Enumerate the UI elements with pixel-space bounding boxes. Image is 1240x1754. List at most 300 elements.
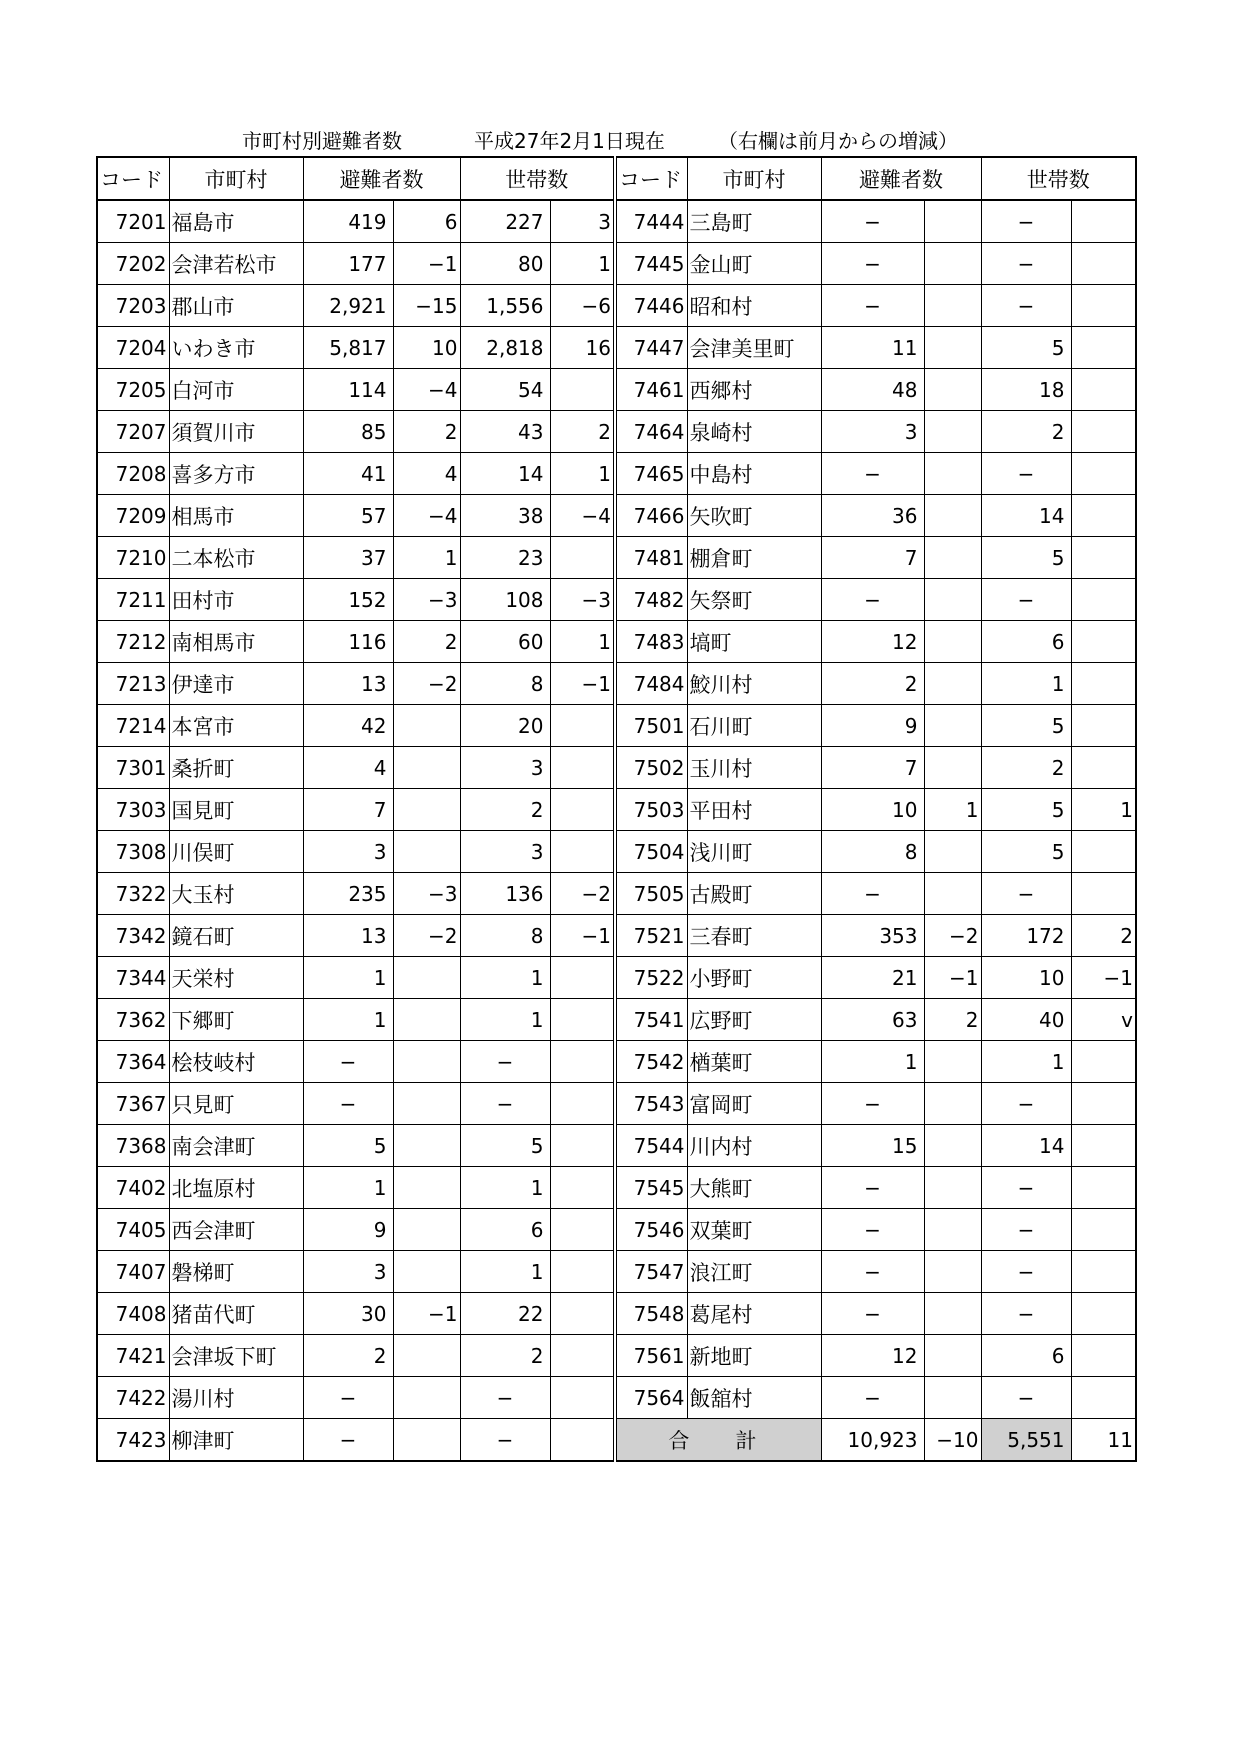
code-cell: 7344 [97, 957, 169, 999]
households-cell: 1 [460, 999, 550, 1041]
households-cell: 14 [460, 453, 550, 495]
total-evacuees-change-cell: −10 [924, 1419, 981, 1462]
evacuees-cell: 12 [821, 621, 924, 663]
households-change-cell [1071, 663, 1136, 705]
municipality-cell: 大熊町 [687, 1167, 821, 1209]
table-row [97, 369, 1136, 411]
evacuees-cell: − [303, 1041, 393, 1083]
households-cell: 2 [460, 789, 550, 831]
households-change-cell [1071, 831, 1136, 873]
code-cell: 7481 [615, 537, 687, 579]
evacuees-change-cell [924, 831, 981, 873]
evacuees-cell: 2 [303, 1335, 393, 1377]
evacuees-change-cell [924, 1377, 981, 1419]
municipality-cell: 南会津町 [169, 1125, 303, 1167]
evacuees-change-cell: −1 [924, 957, 981, 999]
code-cell: 7202 [97, 243, 169, 285]
code-cell: 7505 [615, 873, 687, 915]
households-change-cell [550, 1377, 615, 1419]
evacuees-cell: 36 [821, 495, 924, 537]
code-cell: 7542 [615, 1041, 687, 1083]
header-municipality-right: 市町村 [687, 157, 821, 200]
households-cell: 20 [460, 705, 550, 747]
code-cell: 7501 [615, 705, 687, 747]
municipality-cell: 伊達市 [169, 663, 303, 705]
evacuees-change-cell [393, 747, 460, 789]
municipality-cell: 磐梯町 [169, 1251, 303, 1293]
evacuees-cell: 12 [821, 1335, 924, 1377]
municipality-cell: 双葉町 [687, 1209, 821, 1251]
table-row [97, 411, 1136, 453]
households-cell: 1 [981, 663, 1071, 705]
households-cell: − [981, 579, 1071, 621]
municipality-cell: 三春町 [687, 915, 821, 957]
code-cell: 7210 [97, 537, 169, 579]
households-cell: 5 [981, 789, 1071, 831]
evacuees-change-cell [924, 1251, 981, 1293]
households-change-cell [1071, 579, 1136, 621]
evacuees-cell: 21 [821, 957, 924, 999]
evacuees-cell: 3 [821, 411, 924, 453]
code-cell: 7308 [97, 831, 169, 873]
households-change-cell [1071, 1209, 1136, 1251]
evacuees-change-cell [924, 747, 981, 789]
households-change-cell [550, 1335, 615, 1377]
evacuees-change-cell [924, 579, 981, 621]
evacuees-cell: − [303, 1377, 393, 1419]
households-change-cell [1071, 1335, 1136, 1377]
households-change-cell: 1 [550, 453, 615, 495]
evacuees-cell: − [821, 285, 924, 327]
table-body [97, 200, 1136, 1461]
evacuees-change-cell: −4 [393, 495, 460, 537]
code-cell: 7214 [97, 705, 169, 747]
households-cell: 54 [460, 369, 550, 411]
households-cell: 136 [460, 873, 550, 915]
households-change-cell [550, 1209, 615, 1251]
municipality-cell: 湯川村 [169, 1377, 303, 1419]
evacuees-cell: 1 [303, 999, 393, 1041]
document-title [96, 126, 1134, 156]
municipality-cell: 柳津町 [169, 1419, 303, 1462]
municipality-cell: 矢祭町 [687, 579, 821, 621]
evacuees-cell: 30 [303, 1293, 393, 1335]
evacuees-change-cell [924, 663, 981, 705]
households-change-cell [550, 747, 615, 789]
code-cell: 7484 [615, 663, 687, 705]
evacuees-cell: 2,921 [303, 285, 393, 327]
header-municipality-left: 市町村 [169, 157, 303, 200]
evacuees-cell: 419 [303, 200, 393, 243]
households-cell: 1,556 [460, 285, 550, 327]
evacuees-cell: − [821, 200, 924, 243]
evacuees-change-cell [393, 789, 460, 831]
header-evacuees-left: 避難者数 [303, 157, 460, 200]
evacuees-change-cell: 2 [393, 621, 460, 663]
code-cell: 7205 [97, 369, 169, 411]
municipality-cell: 只見町 [169, 1083, 303, 1125]
households-change-cell [1071, 1251, 1136, 1293]
evacuees-cell: − [303, 1419, 393, 1462]
header-households-right: 世帯数 [981, 157, 1136, 200]
evacuees-change-cell: −1 [393, 243, 460, 285]
evacuees-change-cell [924, 1167, 981, 1209]
table-row [97, 831, 1136, 873]
table-row [97, 1125, 1136, 1167]
code-cell: 7213 [97, 663, 169, 705]
evacuees-cell: 85 [303, 411, 393, 453]
code-cell: 7209 [97, 495, 169, 537]
municipality-cell: 三島町 [687, 200, 821, 243]
municipality-cell: 玉川村 [687, 747, 821, 789]
households-cell: 1 [460, 1167, 550, 1209]
municipality-cell: 古殿町 [687, 873, 821, 915]
municipality-cell: 鮫川村 [687, 663, 821, 705]
households-cell: − [981, 285, 1071, 327]
evacuees-cell: 7 [821, 747, 924, 789]
evacuees-cell: 5,817 [303, 327, 393, 369]
table-row [97, 663, 1136, 705]
households-change-cell [1071, 200, 1136, 243]
code-cell: 7503 [615, 789, 687, 831]
households-cell: − [981, 1293, 1071, 1335]
code-cell: 7445 [615, 243, 687, 285]
table-row [97, 327, 1136, 369]
households-cell: 14 [981, 495, 1071, 537]
municipality-cell: 葛尾村 [687, 1293, 821, 1335]
evacuees-cell: 48 [821, 369, 924, 411]
code-cell: 7461 [615, 369, 687, 411]
municipality-cell: 天栄村 [169, 957, 303, 999]
households-change-cell [1071, 411, 1136, 453]
evacuees-cell: 3 [303, 831, 393, 873]
households-cell: − [981, 1251, 1071, 1293]
municipality-cell: 金山町 [687, 243, 821, 285]
households-change-cell [1071, 873, 1136, 915]
municipality-cell: 桧枝岐村 [169, 1041, 303, 1083]
evacuees-change-cell [924, 873, 981, 915]
municipality-cell: 小野町 [687, 957, 821, 999]
code-cell: 7502 [615, 747, 687, 789]
municipality-cell: 鏡石町 [169, 915, 303, 957]
households-change-cell: 16 [550, 327, 615, 369]
table-row [97, 285, 1136, 327]
municipality-cell: 下郷町 [169, 999, 303, 1041]
households-cell: 1 [981, 1041, 1071, 1083]
municipality-cell: 会津若松市 [169, 243, 303, 285]
evacuees-cell: − [821, 243, 924, 285]
households-change-cell [1071, 1167, 1136, 1209]
households-change-cell [1071, 453, 1136, 495]
households-cell: 6 [981, 621, 1071, 663]
municipality-cell: 新地町 [687, 1335, 821, 1377]
households-change-cell [1071, 1377, 1136, 1419]
evacuees-change-cell [924, 621, 981, 663]
municipality-cell: 広野町 [687, 999, 821, 1041]
households-change-cell: v [1071, 999, 1136, 1041]
households-cell: − [460, 1377, 550, 1419]
table-header-row [97, 157, 1136, 200]
households-cell: 2 [981, 747, 1071, 789]
evacuees-cell: − [821, 1377, 924, 1419]
code-cell: 7504 [615, 831, 687, 873]
households-change-cell: −2 [550, 873, 615, 915]
households-cell: 43 [460, 411, 550, 453]
code-cell: 7364 [97, 1041, 169, 1083]
code-cell: 7543 [615, 1083, 687, 1125]
table-row [97, 200, 1136, 243]
households-change-cell [1071, 537, 1136, 579]
evacuees-change-cell [924, 1293, 981, 1335]
evacuees-cell: − [821, 1293, 924, 1335]
households-change-cell [1071, 285, 1136, 327]
households-change-cell [1071, 1125, 1136, 1167]
evacuees-cell: 3 [303, 1251, 393, 1293]
total-households-change-cell: 11 [1071, 1419, 1136, 1462]
table-row [97, 243, 1136, 285]
municipality-cell: 大玉村 [169, 873, 303, 915]
evacuees-change-cell: −3 [393, 873, 460, 915]
municipality-cell: 西会津町 [169, 1209, 303, 1251]
code-cell: 7447 [615, 327, 687, 369]
households-cell: 2 [460, 1335, 550, 1377]
households-change-cell [1071, 1293, 1136, 1335]
households-cell: − [981, 1209, 1071, 1251]
table-row [97, 705, 1136, 747]
evacuees-cell: − [821, 579, 924, 621]
code-cell: 7548 [615, 1293, 687, 1335]
table-row [97, 915, 1136, 957]
municipality-cell: 楢葉町 [687, 1041, 821, 1083]
evacuees-cell: − [821, 1209, 924, 1251]
municipality-cell: 矢吹町 [687, 495, 821, 537]
evacuees-cell: − [821, 1083, 924, 1125]
municipality-cell: 石川町 [687, 705, 821, 747]
code-cell: 7466 [615, 495, 687, 537]
evacuees-change-cell: −3 [393, 579, 460, 621]
households-cell: − [460, 1041, 550, 1083]
households-change-cell [1071, 621, 1136, 663]
evacuees-cell: 10 [821, 789, 924, 831]
evacuees-change-cell: −15 [393, 285, 460, 327]
households-cell: − [460, 1419, 550, 1462]
evacuees-cell: 7 [303, 789, 393, 831]
evacuees-cell: 15 [821, 1125, 924, 1167]
header-code-left: コード [97, 157, 169, 200]
municipality-cell: 川俣町 [169, 831, 303, 873]
code-cell: 7203 [97, 285, 169, 327]
municipality-cell: 会津坂下町 [169, 1335, 303, 1377]
households-cell: 40 [981, 999, 1071, 1041]
evacuees-change-cell [924, 1041, 981, 1083]
households-cell: 1 [460, 1251, 550, 1293]
evacuees-change-cell [924, 285, 981, 327]
municipality-cell: 桑折町 [169, 747, 303, 789]
evacuees-cell: 2 [821, 663, 924, 705]
evacuees-cell: 42 [303, 705, 393, 747]
evacuees-change-cell [393, 1041, 460, 1083]
households-change-cell [1071, 243, 1136, 285]
municipality-cell: 喜多方市 [169, 453, 303, 495]
header-evacuees-right: 避難者数 [821, 157, 981, 200]
evacuees-change-cell [393, 1083, 460, 1125]
code-cell: 7407 [97, 1251, 169, 1293]
households-cell: 1 [460, 957, 550, 999]
households-change-cell [550, 831, 615, 873]
households-cell: − [981, 1083, 1071, 1125]
evacuees-cell: 9 [303, 1209, 393, 1251]
title-main: 市町村別避難者数 [242, 129, 402, 153]
code-cell: 7367 [97, 1083, 169, 1125]
evacuees-change-cell [393, 831, 460, 873]
code-cell: 7464 [615, 411, 687, 453]
households-change-cell: 2 [550, 411, 615, 453]
evacuees-cell: 235 [303, 873, 393, 915]
households-cell: 108 [460, 579, 550, 621]
table-row [97, 747, 1136, 789]
evacuees-change-cell [393, 1419, 460, 1462]
households-cell: − [460, 1083, 550, 1125]
households-change-cell: 1 [1071, 789, 1136, 831]
total-evacuees-cell: 10,923 [821, 1419, 924, 1462]
evacuees-change-cell: 1 [393, 537, 460, 579]
evacuees-change-cell [393, 1167, 460, 1209]
evacuees-change-cell: 10 [393, 327, 460, 369]
households-cell: 38 [460, 495, 550, 537]
municipality-cell: 富岡町 [687, 1083, 821, 1125]
households-change-cell [1071, 1041, 1136, 1083]
municipality-cell: 飯舘村 [687, 1377, 821, 1419]
code-cell: 7483 [615, 621, 687, 663]
households-change-cell [550, 999, 615, 1041]
municipality-cell: 福島市 [169, 200, 303, 243]
header-code-right: コード [615, 157, 687, 200]
households-cell: 6 [460, 1209, 550, 1251]
municipality-cell: 西郷村 [687, 369, 821, 411]
code-cell: 7446 [615, 285, 687, 327]
evacuees-change-cell [924, 1083, 981, 1125]
total-label: 合 計 [615, 1419, 821, 1462]
municipality-cell: 塙町 [687, 621, 821, 663]
title-date: 平成27年2月1日現在 [474, 129, 665, 153]
households-change-cell: −1 [550, 915, 615, 957]
table-row [97, 1293, 1136, 1335]
table-row [97, 1167, 1136, 1209]
households-cell: 227 [460, 200, 550, 243]
evacuees-change-cell: 4 [393, 453, 460, 495]
households-cell: 2 [981, 411, 1071, 453]
table-row [97, 1335, 1136, 1377]
code-cell: 7212 [97, 621, 169, 663]
evacuees-cell: 63 [821, 999, 924, 1041]
municipality-cell: 南相馬市 [169, 621, 303, 663]
code-cell: 7465 [615, 453, 687, 495]
municipality-cell: 北塩原村 [169, 1167, 303, 1209]
code-cell: 7204 [97, 327, 169, 369]
households-change-cell: −1 [550, 663, 615, 705]
table-row [97, 1419, 1136, 1462]
evacuees-cell: 9 [821, 705, 924, 747]
table-row [97, 873, 1136, 915]
code-cell: 7546 [615, 1209, 687, 1251]
municipality-cell: 郡山市 [169, 285, 303, 327]
households-cell: 5 [981, 705, 1071, 747]
households-cell: − [981, 200, 1071, 243]
households-cell: 5 [460, 1125, 550, 1167]
table-row [97, 537, 1136, 579]
table-row [97, 495, 1136, 537]
evacuees-cell: 41 [303, 453, 393, 495]
table-row [97, 621, 1136, 663]
households-cell: 3 [460, 747, 550, 789]
evacuees-cell: 1 [303, 957, 393, 999]
code-cell: 7405 [97, 1209, 169, 1251]
evacuees-cell: 353 [821, 915, 924, 957]
households-change-cell: 2 [1071, 915, 1136, 957]
municipality-cell: 浅川町 [687, 831, 821, 873]
municipality-cell: 川内村 [687, 1125, 821, 1167]
table-row [97, 453, 1136, 495]
evacuees-cell: 177 [303, 243, 393, 285]
code-cell: 7368 [97, 1125, 169, 1167]
evacuees-change-cell [393, 1377, 460, 1419]
households-change-cell: −1 [1071, 957, 1136, 999]
evacuees-cell: − [303, 1083, 393, 1125]
households-cell: 22 [460, 1293, 550, 1335]
households-change-cell: −4 [550, 495, 615, 537]
evacuees-cell: − [821, 453, 924, 495]
code-cell: 7421 [97, 1335, 169, 1377]
households-change-cell: 1 [550, 243, 615, 285]
municipality-cell: 中島村 [687, 453, 821, 495]
total-households-cell: 5,551 [981, 1419, 1071, 1462]
evacuees-change-cell [924, 200, 981, 243]
households-cell: 80 [460, 243, 550, 285]
municipality-cell: 棚倉町 [687, 537, 821, 579]
households-cell: 23 [460, 537, 550, 579]
code-cell: 7322 [97, 873, 169, 915]
evacuees-change-cell: 6 [393, 200, 460, 243]
code-cell: 7342 [97, 915, 169, 957]
households-cell: 14 [981, 1125, 1071, 1167]
evacuees-cell: 116 [303, 621, 393, 663]
households-change-cell [1071, 495, 1136, 537]
code-cell: 7564 [615, 1377, 687, 1419]
evacuee-table [96, 156, 1137, 1462]
evacuees-change-cell [924, 243, 981, 285]
households-change-cell: −6 [550, 285, 615, 327]
evacuees-change-cell [924, 705, 981, 747]
households-change-cell [550, 1125, 615, 1167]
code-cell: 7522 [615, 957, 687, 999]
code-cell: 7422 [97, 1377, 169, 1419]
households-cell: 6 [981, 1335, 1071, 1377]
evacuees-change-cell [393, 1251, 460, 1293]
evacuees-change-cell [393, 957, 460, 999]
code-cell: 7408 [97, 1293, 169, 1335]
code-cell: 7545 [615, 1167, 687, 1209]
code-cell: 7207 [97, 411, 169, 453]
evacuees-cell: 4 [303, 747, 393, 789]
households-cell: 5 [981, 327, 1071, 369]
evacuees-cell: 13 [303, 663, 393, 705]
evacuees-cell: 1 [821, 1041, 924, 1083]
header-households-left: 世帯数 [460, 157, 615, 200]
municipality-cell: 平田村 [687, 789, 821, 831]
evacuees-change-cell: −2 [393, 663, 460, 705]
municipality-cell: 本宮市 [169, 705, 303, 747]
table-row [97, 579, 1136, 621]
